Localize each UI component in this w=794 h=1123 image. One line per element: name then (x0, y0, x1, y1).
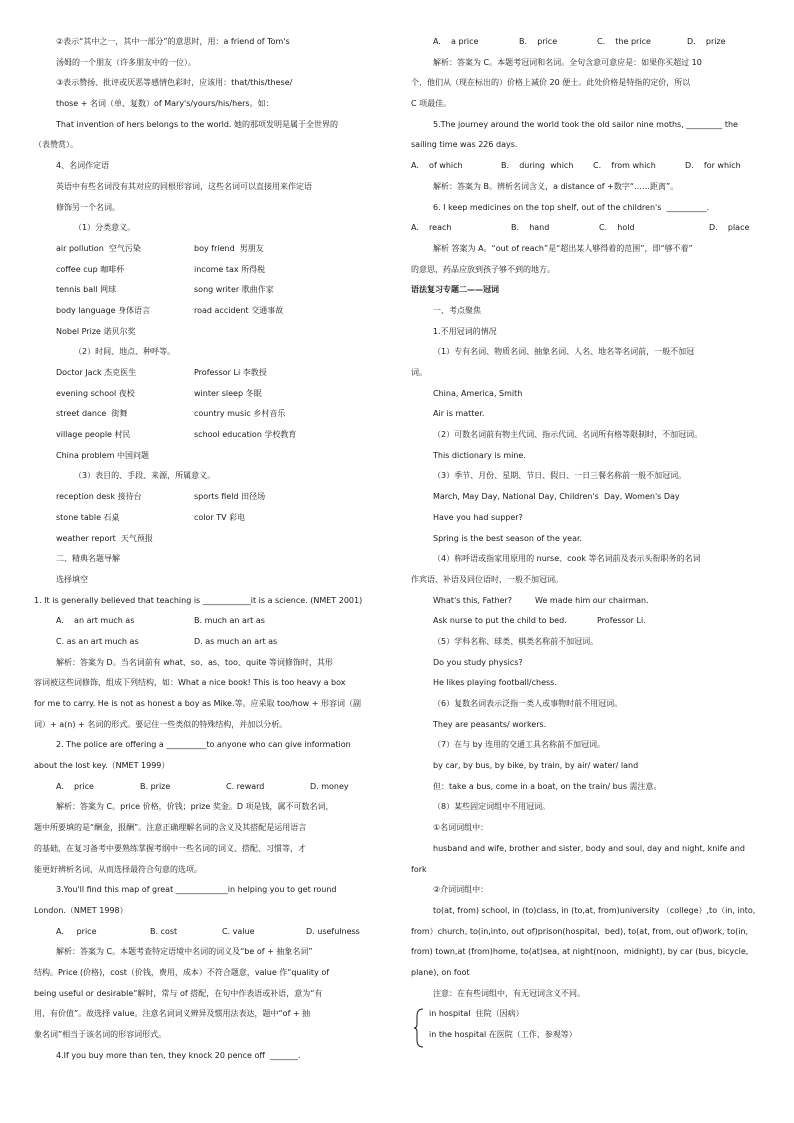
option: C. hold (599, 223, 635, 233)
option: B. hand (511, 223, 550, 233)
example: Air is matter. (433, 409, 485, 419)
example: What's this, Father? (433, 595, 513, 605)
example: Ask nurse to put the child to bed. (433, 616, 567, 626)
option-row (411, 160, 759, 172)
explanation: 结构。Price (价格)，cost（价钱，费用，成本）不符合题意，value 作“quality of (34, 967, 330, 977)
pair-row (34, 305, 382, 317)
topic-title: 语法复习专题二——冠词 (411, 285, 499, 295)
sub-heading: （3）表目的、手段、来源，所属意义。 (74, 471, 216, 481)
pair-left: village people 村民 (56, 430, 131, 440)
option: A. a price (433, 37, 479, 46)
hospital-comparison (411, 1008, 759, 1041)
explanation: 解析：答案为 C。本题考冠词和名词。全句含意可意应是：如果你买超过 10 (433, 57, 702, 67)
pair-right: winter sleep 冬眠 (194, 388, 262, 398)
rule: （8）某些固定词组中不用冠词。 (433, 802, 551, 812)
explanation: for me to carry. He is not as honest a boy as Mike.等。应采取 too/how + 形容词（副 (34, 699, 361, 708)
option: A. price (56, 781, 94, 791)
explanation: 象名词”相当于该名词的形容词形式。 (34, 1030, 167, 1039)
option: A. an art much as (56, 616, 135, 626)
pair-row (34, 429, 382, 441)
sub-heading: ②介词词组中： (433, 885, 489, 895)
explanation: 的意思，药品应放到孩子够不到的地方。 (411, 264, 555, 274)
pair-right: Professor Li 李教授 (194, 368, 267, 377)
pair-left: air pollution 空气污染 (56, 243, 141, 253)
option-row (34, 615, 382, 627)
pair-row (34, 408, 382, 420)
rule: 作宾语、补语及同位语时，一般不加冠词。 (411, 574, 563, 584)
pair-row (34, 243, 382, 255)
option: D. place (709, 223, 750, 233)
pair-row (34, 264, 382, 276)
pair-right: color TV 彩电 (194, 512, 246, 522)
explanation: 解析：答案为 C。本题考查特定语境中名词的词义及“be of + 抽象名词” (56, 947, 313, 957)
sub-heading: （1）分类意义。 (74, 223, 136, 233)
text-line: 选择填空 (56, 574, 88, 584)
question-2: 2. The police are offering a __________to anyone who can give information (56, 740, 351, 750)
option: A. price (56, 926, 97, 936)
option: D. money (310, 781, 349, 791)
pair-row (34, 491, 382, 503)
pair-left: evening school 夜校 (56, 388, 135, 398)
option: B. prize (140, 781, 171, 791)
explanation: 解析 答案为 A。“out of reach”是“超出某人够得着的范围”，即“够不着” (433, 243, 693, 253)
pair-left: tennis ball 网球 (56, 285, 117, 295)
pair-left: reception desk 接待台 (56, 492, 142, 502)
option: C. as an art much as (56, 636, 139, 646)
text-line: weather report 天气预报 (56, 533, 153, 543)
text-line: ③表示赞扬、批评或厌恶等感情色彩时，应该用：that/this/these/ (56, 78, 293, 88)
comparison-item: in the hospital 在医院（工作、参观等） (429, 1030, 577, 1039)
option: D. prize (687, 37, 726, 46)
example-row (411, 595, 759, 607)
text-line: That invention of hers belongs to the world. 她的那项发明是属于全世界的 (56, 119, 339, 129)
pair-right: road accident 交通事故 (194, 305, 284, 315)
pair-right: sports field 田径场 (194, 492, 266, 502)
example: Spring is the best season of the year. (433, 533, 583, 543)
example: Do you study physics? (433, 657, 523, 667)
option: C. reward (226, 781, 265, 791)
question-6: 6. I keep medicines on the top shelf, out of the children's __________. (433, 202, 710, 212)
option: B. price (519, 37, 558, 46)
rule: （3）季节、月份、星期、节日、假日、一日三餐名称前一般不加冠词。 (433, 471, 687, 481)
option: B. during which (501, 161, 574, 171)
question-4: 4.If you buy more than ten, they knock 20 pence off _______. (56, 1050, 301, 1060)
text-line: plane), on foot (411, 967, 470, 977)
option: C. value (222, 926, 255, 936)
example: March, May Day, National Day, Children's Day, Women's Day (433, 492, 680, 502)
option: B. cost (150, 926, 178, 936)
option-row (411, 36, 759, 48)
explanation: 词）+ a(n) + 名词的形式。要记住一些类似的特殊结构，并加以分析。 (34, 719, 288, 729)
text-line: 修饰另一个名词。 (56, 202, 120, 212)
question-3: 3.You'll find this map of great _____________in helping you to get round (56, 885, 337, 895)
example: This dictionary is mine. (433, 450, 526, 460)
option: A. reach (411, 223, 452, 233)
text-line: from）church, to(in,into, out of)prison(hospital, bed), to(at, from, out of)work, to(in, (411, 926, 749, 936)
example: They are peasants/ workers. (433, 719, 547, 729)
text-line: （表赞赏）。 (34, 140, 78, 150)
pair-row (34, 512, 382, 524)
pair-row (34, 388, 382, 400)
rule: （1）专有名词、物质名词、抽象名词、人名、地名等名词前，一般不加冠 (433, 347, 695, 357)
right-column (411, 36, 759, 1050)
pair-right: country music 乡村音乐 (194, 409, 286, 419)
example: Professor Li. (597, 616, 646, 626)
explanation: 容词被这些词修饰，组成下列结构，如：What a nice book! This is too heavy a box (34, 678, 346, 688)
pair-left: coffee cup 咖啡杯 (56, 264, 125, 274)
text-line: 英语中有些名词没有其对应的同根形容词，这些名词可以直接用来作定语 (56, 181, 312, 191)
section-heading: 1.不用冠词的情况 (433, 326, 497, 336)
explanation: 题中所要填的是“酬金，报酬”。注意正确理解名词的含义及其搭配是运用语言 (34, 823, 307, 833)
explanation: being useful or desirable”解时，常与 of 搭配，在句中作表语或补语，意为“有 (34, 988, 323, 998)
option-row (34, 781, 382, 793)
rule: （2）可数名词前有物主代词、指示代词、名词所有格等限制时，不加冠词。 (433, 430, 703, 440)
note: 注意：在有些词组中，有无冠词含义不同。 (433, 988, 585, 998)
left-column (34, 36, 382, 1070)
pair-left: Doctor Jack 杰克医生 (56, 368, 137, 377)
example: He likes playing football/chess. (433, 678, 557, 688)
text-line: about the lost key.（NMET 1999） (34, 761, 170, 771)
option: C. from which (593, 161, 656, 171)
question-1: 1. It is generally believed that teaching is ____________it is a science. (NMET 2001) (34, 595, 363, 605)
rule: （4）称呼语或指家用原用的 nurse、cook 等名词前及表示头衔职务的名词 (433, 554, 701, 564)
example: We made him our chairman. (535, 595, 649, 605)
option-row (34, 926, 382, 938)
text-line: ②表示“其中之一，其中一部分”的意思时，用：a friend of Tom's (56, 37, 290, 46)
text-line: Nobel Prize 诺贝尔奖 (56, 326, 136, 336)
section-heading: 一、考点聚焦 (433, 305, 481, 315)
text-line: China problem 中国问题 (56, 450, 150, 460)
option-row (34, 636, 382, 648)
example: 但：take a bus, come in a boat, on the train/ bus 需注意。 (433, 781, 662, 791)
option: C. the price (597, 37, 651, 46)
text-line: husband and wife, brother and sister, body and soul, day and night, knife and (433, 843, 745, 853)
example: Have you had supper? (433, 512, 523, 522)
explanation: 个，他们从（现在标出的）价格上减价 20 便士。此处价格是特指的定价，所以 (411, 78, 691, 88)
example: China, America, Smith (433, 388, 523, 398)
sub-heading: ①名词词组中： (433, 823, 489, 833)
pair-row (34, 367, 382, 379)
text-line: to(at, from) school, in (to)class, in (to,at, from)university （college）,to（in, into, (433, 905, 756, 915)
pair-right: school education 学校教育 (194, 430, 297, 440)
brace-icon (413, 1008, 425, 1048)
text-line: 汤姆的一个朋友（许多朋友中的一位）。 (56, 57, 196, 67)
section-heading: 二、精典名题导解 (56, 554, 120, 564)
rule: （6）复数名词表示泛指一类人或事物时前不用冠词。 (433, 699, 623, 708)
explanation: 解析：答案为 D。当名词前有 what、so、as、too、quite 等词修饰时，其形 (56, 657, 333, 667)
option: D. as much an art as (194, 636, 278, 646)
explanation: 解析：答案为 C。price 价格，价钱；prize 奖金。D 项是钱，属不可数名词， (56, 802, 334, 812)
pair-right: income tax 所得税 (194, 264, 266, 274)
pair-row (34, 284, 382, 296)
rule: （7）在与 by 连用的交通工具名称前不加冠词。 (433, 740, 605, 750)
text-line: those + 名词（单、复数）of Mary's/yours/his/hers。如： (56, 99, 274, 109)
question-5: 5.The journey around the world took the old sailor nine moths, _________ the (433, 119, 738, 129)
pair-left: street dance 街舞 (56, 409, 128, 419)
explanation: 能更好辨析名词，从而选择最符合句意的选项。 (34, 864, 202, 874)
explanation: 解析：答案为 B。辨析名词含义，a distance of +数字“……距离”。 (433, 181, 679, 191)
example: by car, by bus, by bike, by train, by air/ water/ land (433, 761, 639, 771)
explanation: 用，有价值”。故选择 value。注意名词词义辨异及惯用法表达，题中“of + 抽 (34, 1009, 311, 1019)
explanation: C 项最佳。 (411, 99, 452, 109)
comparison-item: in hospital 住院（因病） (429, 1009, 524, 1019)
pair-right: boy friend 男朋友 (194, 243, 264, 253)
text-line: London.（NMET 1998） (34, 905, 128, 915)
pair-left: stone table 石桌 (56, 512, 120, 522)
text-line: sailing time was 226 days. (411, 140, 518, 150)
option: B. much an art as (194, 616, 265, 626)
option: A. of which (411, 161, 463, 171)
text-line: from) town,at (from)home, to(at)sea, at night(noon, midnight), by car (bus, bicycle, (411, 947, 749, 957)
sub-heading: （2）时间、地点、种呼等。 (74, 347, 176, 357)
example-row (411, 615, 759, 627)
option: D. for which (685, 161, 741, 171)
pair-left: body language 身体语言 (56, 305, 151, 315)
option: D. usefulness (306, 926, 360, 936)
option-row (411, 222, 759, 234)
explanation: 的基础，在复习备考中要熟练掌握考纲中一些名词的词义、搭配、习惯等，才 (34, 843, 306, 853)
rule: 词。 (411, 368, 427, 377)
rule: （5）学科名称、球类、棋类名称前不加冠词。 (433, 636, 599, 646)
section-heading: 4、名词作定语 (56, 161, 110, 171)
text-line: fork (411, 864, 427, 874)
pair-right: song writer 歌曲作家 (194, 285, 274, 295)
